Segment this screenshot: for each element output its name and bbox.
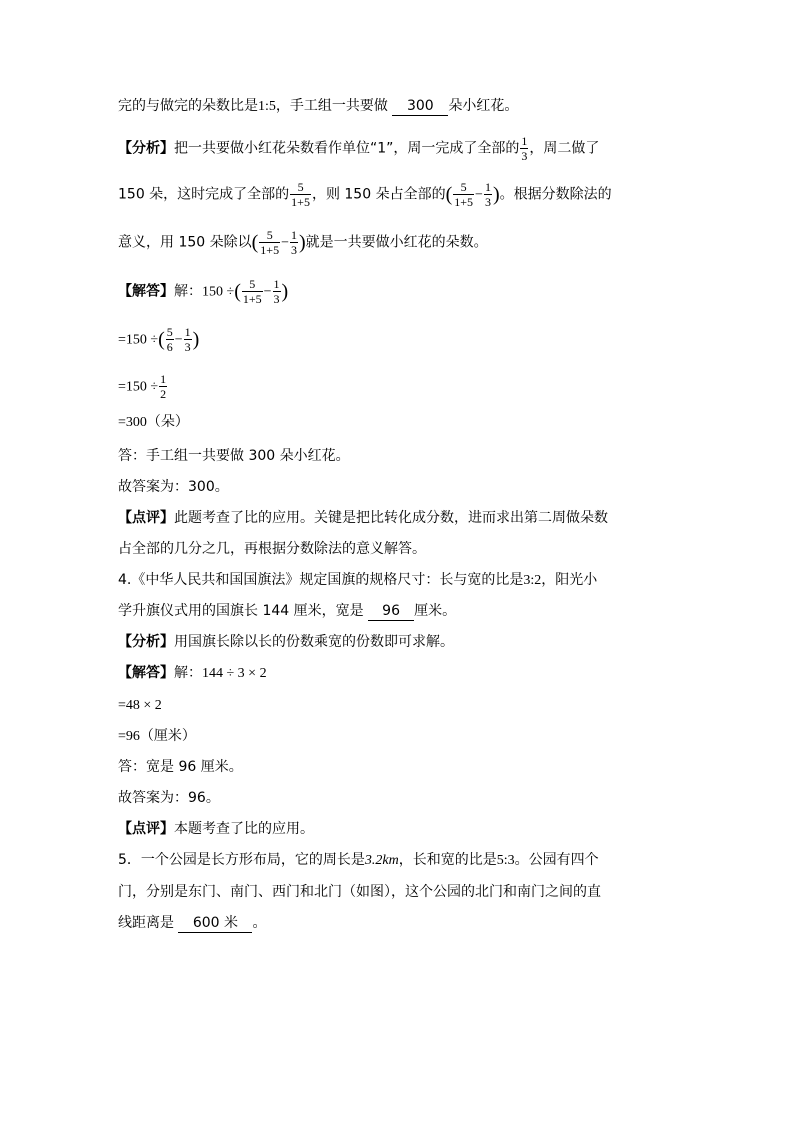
q4-answer-blank: 96 <box>368 602 414 621</box>
solution-tag: 【解答】 <box>118 283 174 300</box>
q4-analysis-text: 用国旗长除以长的份数乘宽的份数即可求解。 <box>174 634 454 650</box>
solution1-line2 <box>118 372 168 401</box>
comment1-line1 <box>118 508 608 528</box>
close-paren: ) <box>192 328 200 351</box>
q4-step1: =48 × 2 <box>118 698 162 713</box>
q4-text-2b: 厘米。 <box>414 603 457 619</box>
q5-text-3a: 线距离是 <box>118 915 174 931</box>
analysis-tag: 【分析】 <box>118 140 174 157</box>
q4-line1 <box>118 570 597 591</box>
frac-den: 3 <box>273 292 280 306</box>
answer-line: 答：手工组一共要做 300 朵小红花。 <box>118 448 350 464</box>
frac-den: 3 <box>184 340 191 354</box>
fraction-one-third <box>273 277 281 306</box>
frac-num: 5 <box>259 228 280 243</box>
analysis1-text-2a: 150 朵，这时完成了全部的 <box>118 186 290 203</box>
solution1-line3 <box>118 412 189 433</box>
q4-comment <box>118 819 314 839</box>
solution1-line1 <box>118 325 199 354</box>
q4-unit: （厘米） <box>139 728 196 744</box>
analysis1-text-3b: 就是一共要做小红花的朵数。 <box>305 234 488 251</box>
frac-num: 1 <box>184 325 191 339</box>
analysis1-text-1b: ，周二做了 <box>529 140 600 157</box>
open-paren: ( <box>251 231 259 254</box>
solution1-answer <box>118 446 350 466</box>
open-paren: ( <box>158 328 165 351</box>
final-answer: 故答案为：300。 <box>118 479 229 495</box>
fraction-5-over-1p5 <box>259 228 280 257</box>
minus-sign: − <box>263 284 272 300</box>
fraction-5-over-1p5 <box>453 180 474 209</box>
q4-comment-text: 本题考查了比的应用。 <box>174 821 314 837</box>
q5-answer-blank: 600 米 <box>178 914 252 933</box>
analysis1-line2 <box>118 180 612 209</box>
analysis1-text-2c: 。根据分数除法的 <box>499 186 612 203</box>
comment1-line2 <box>118 539 426 559</box>
frac-num: 1 <box>273 277 280 291</box>
p1-line <box>118 96 518 117</box>
comment-tag: 【点评】 <box>118 821 174 837</box>
q4-ratio: 3:2 <box>523 573 542 588</box>
q5-line1 <box>118 850 599 871</box>
q5-perimeter: 3.2km <box>364 853 399 868</box>
fraction-one-half <box>159 372 167 401</box>
q4-analysis <box>118 632 454 652</box>
p1-answer-blank: 300 <box>392 97 448 116</box>
q5-text-1c: 。公园有四个 <box>514 852 599 868</box>
q4-step0: 144 ÷ 3 × 2 <box>202 666 267 681</box>
fraction-one-third <box>290 228 298 257</box>
frac-num: 5 <box>166 325 173 339</box>
fraction-five-sixths <box>166 325 174 354</box>
frac-den: 1+5 <box>260 243 280 257</box>
frac-den: 1+5 <box>454 195 474 209</box>
frac-den: 6 <box>166 340 173 354</box>
open-paren: ( <box>445 183 453 206</box>
solution1-final <box>118 477 229 497</box>
solution1-step3: =300 <box>118 415 147 430</box>
q4-final <box>118 788 220 808</box>
fraction-one-third <box>520 134 528 163</box>
analysis1-text-2b: ，则 150 朵占全部的 <box>311 186 446 203</box>
frac-den: 1+5 <box>291 195 310 209</box>
frac-den: 3 <box>484 195 491 209</box>
q4-text-2a: 学升旗仪式用的国旗长 144 厘米，宽是 <box>118 603 364 619</box>
q5-line2 <box>118 882 601 902</box>
answer-line: 答：宽是 96 厘米。 <box>118 759 243 775</box>
solution-tag: 【解答】 <box>118 665 174 681</box>
p1-ratio: 1:5 <box>258 99 276 114</box>
q4-step2: =96 <box>118 729 140 744</box>
analysis1-text-1a: 把一共要做小红花朵数看作单位“1”，周一完成了全部的 <box>174 140 520 157</box>
final-answer: 故答案为：96。 <box>118 790 220 806</box>
solution-jie: 解： <box>174 665 202 681</box>
minus-sign: − <box>174 332 183 348</box>
solution1-step0: 150 ÷ <box>202 284 235 300</box>
p1-text-b: ，手工组一共要做 <box>275 98 388 114</box>
q5-text-2: 门，分别是东门、南门、西门和北门（如图），这个公园的北门和南门之间的直 <box>118 884 601 900</box>
solution1-step1: =150 ÷ <box>118 332 159 348</box>
q4-line2 <box>118 601 456 621</box>
frac-num: 5 <box>290 180 311 195</box>
fraction-one-third <box>484 180 492 209</box>
solution1-step2: =150 ÷ <box>118 379 159 395</box>
close-paren: ) <box>492 183 500 206</box>
analysis1-line3 <box>118 228 488 257</box>
analysis-tag: 【分析】 <box>118 634 174 650</box>
comment1-text-1: 此题考查了比的应用。关键是把比转化成分数，进而求出第二周做朵数 <box>174 510 608 526</box>
q4-answer <box>118 757 243 777</box>
frac-num: 1 <box>484 180 491 194</box>
p1-text-a: 完的与做完的朵数比是 <box>118 98 258 114</box>
q5-text-1b: ，长和宽的比是 <box>398 852 497 868</box>
frac-num: 1 <box>160 372 167 386</box>
close-paren: ) <box>298 231 306 254</box>
analysis1-line1 <box>118 134 599 163</box>
frac-den: 1+5 <box>242 292 262 306</box>
q5-text-3b: 。 <box>252 915 267 931</box>
solution1-unit: （朵） <box>146 414 189 430</box>
frac-num: 5 <box>453 180 474 195</box>
q4-text-1b: ，阳光小 <box>541 572 598 588</box>
q5-ratio: 5:3 <box>496 853 515 868</box>
fraction-5-over-1p5 <box>290 180 311 209</box>
p1-text-c: 朵小红花。 <box>448 98 519 114</box>
q5-line3 <box>118 913 266 933</box>
q5-text-1a: 5．一个公园是长方形布局，它的周长是 <box>118 852 365 868</box>
frac-den: 3 <box>290 243 297 257</box>
q4-text-1a: 4.《中华人民共和国国旗法》规定国旗的规格尺寸：长与宽的比是 <box>118 572 524 588</box>
fraction-5-over-1p5 <box>242 277 263 306</box>
frac-den: 2 <box>160 387 167 401</box>
open-paren: ( <box>234 280 241 303</box>
frac-num: 1 <box>290 228 297 242</box>
minus-sign: − <box>475 187 483 203</box>
analysis1-text-3a: 意义，用 150 朵除以 <box>118 234 252 251</box>
q4-solution-line0 <box>118 663 267 684</box>
close-paren: ) <box>281 280 289 303</box>
fraction-one-third <box>184 325 192 354</box>
frac-num: 1 <box>521 134 528 148</box>
frac-num: 5 <box>242 277 263 292</box>
solution1-line0 <box>118 277 288 306</box>
comment-tag: 【点评】 <box>118 510 174 526</box>
frac-den: 3 <box>521 149 528 163</box>
q4-solution-line2 <box>118 726 196 747</box>
solution-jie: 解： <box>174 283 202 300</box>
q4-solution-line1 <box>118 695 162 716</box>
minus-sign: − <box>281 235 289 251</box>
comment1-text-2: 占全部的几分之几，再根据分数除法的意义解答。 <box>118 541 426 557</box>
